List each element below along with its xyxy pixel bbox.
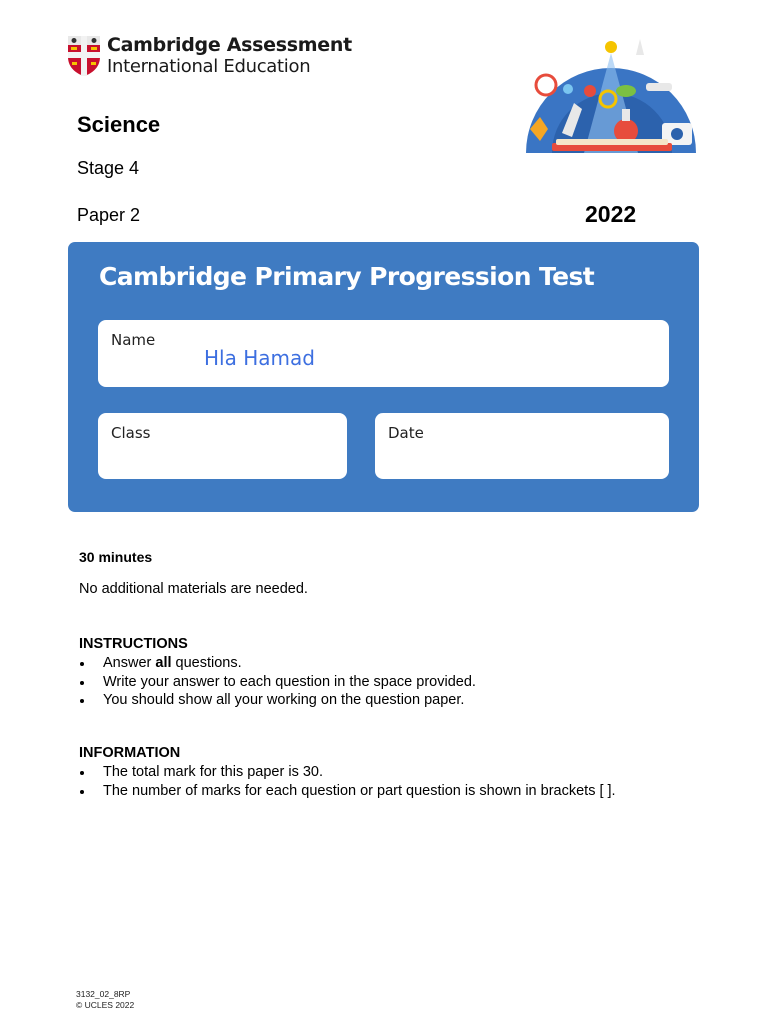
test-title: Cambridge Primary Progression Test (99, 262, 595, 291)
year-label: 2022 (585, 201, 637, 227)
subject-title: Science (77, 112, 161, 137)
list-item: The number of marks for each question or part question is shown in brackets [ ]. (78, 782, 616, 801)
list-item: Write your answer to each question in the space provided. (78, 673, 476, 692)
duration-label: 30 minutes (79, 549, 153, 565)
class-label: Class (111, 424, 151, 442)
date-field[interactable] (375, 413, 669, 479)
materials-note: No additional materials are needed. (79, 581, 308, 597)
logo-line-1: Cambridge Assessment (107, 34, 352, 56)
cambridge-logo (67, 34, 352, 78)
information-heading: INFORMATION (79, 745, 181, 761)
instructions-list (78, 654, 476, 710)
paper-code: 3132_02_8RP (76, 989, 131, 999)
science-illustration-icon (522, 33, 700, 155)
name-value: Hla Hamad (204, 346, 315, 370)
stage-label: Stage 4 (77, 158, 140, 178)
list-item: You should show all your working on the question paper. (78, 691, 476, 710)
logo-line-2: International Education (107, 56, 311, 77)
name-field[interactable] (98, 320, 669, 387)
list-item: Answer all questions. (78, 654, 476, 673)
class-field[interactable] (98, 413, 347, 479)
name-label: Name (111, 331, 156, 349)
date-label: Date (388, 424, 424, 442)
footer (76, 989, 134, 1011)
cambridge-crest-icon (67, 35, 101, 77)
candidate-details-box (68, 242, 699, 512)
copyright: © UCLES 2022 (76, 1000, 135, 1010)
list-item: The total mark for this paper is 30. (78, 763, 616, 782)
paper-label: Paper 2 (77, 205, 141, 225)
information-list (78, 763, 616, 800)
instructions-heading: INSTRUCTIONS (79, 636, 188, 652)
